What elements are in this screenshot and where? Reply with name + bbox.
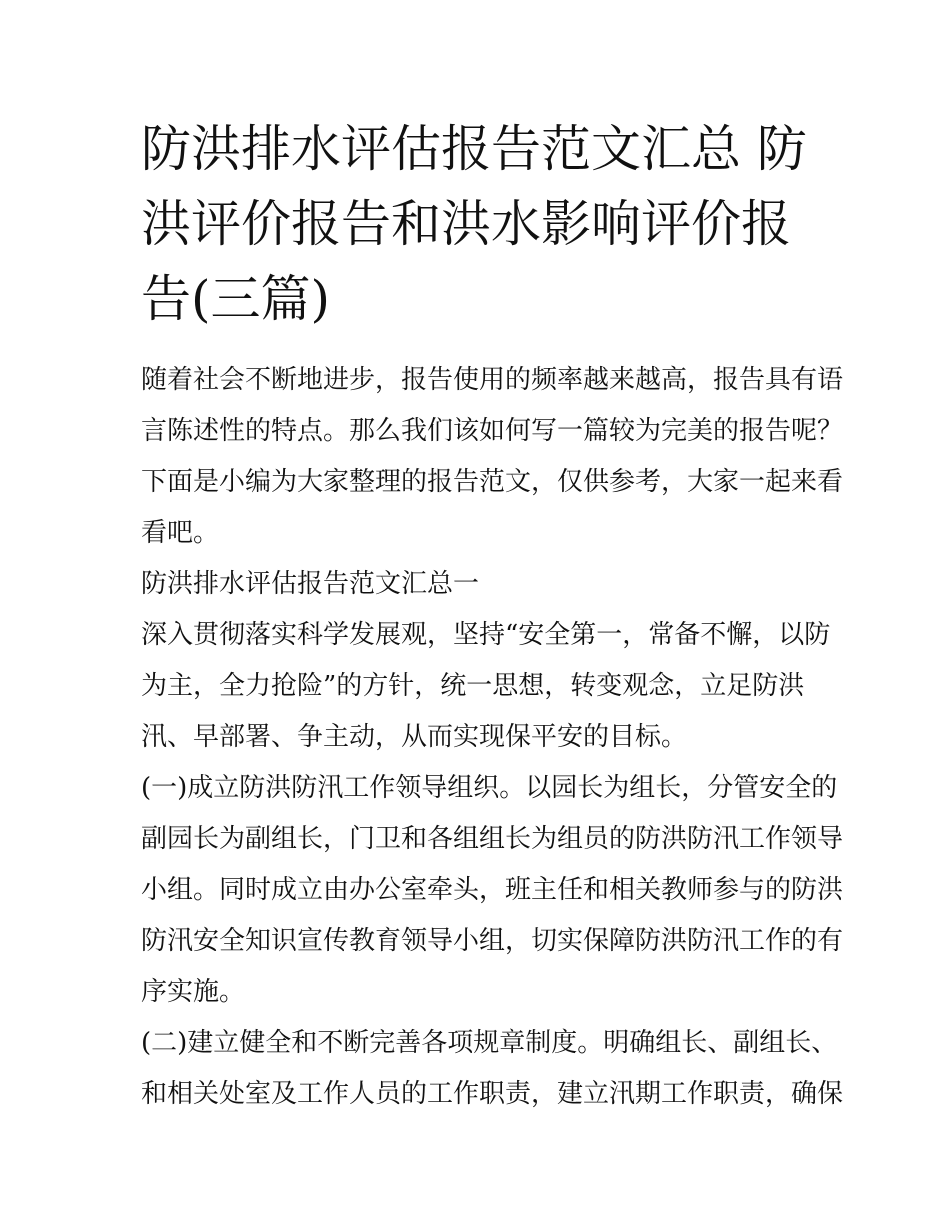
paragraph-line: 序实施。	[141, 977, 246, 1007]
paragraph-line: 汛、早部署、争主动，从而实现保平安的目标。	[141, 722, 688, 752]
title-line-3: 告(三篇)	[141, 270, 331, 328]
intro-line-4: 看吧。	[141, 518, 220, 548]
paragraph-line: 防汛安全知识宣传教育领导小组，切实保障防洪防汛工作的有	[141, 926, 844, 956]
intro-line-2: 言陈述性的特点。那么我们该如何写一篇较为完美的报告呢？	[141, 416, 844, 446]
title-line-2: 洪评价报告和洪水影响评价报	[141, 195, 791, 253]
paragraph-line: (二)建立健全和不断完善各项规章制度。明确组长、副组长、	[141, 1028, 838, 1058]
intro-line-3: 下面是小编为大家整理的报告范文，仅供参考，大家一起来看	[141, 467, 844, 497]
paragraph-line: 深入贯彻落实科学发展观，坚持“安全第一，常备不懈，以防	[141, 620, 831, 650]
paragraph-line: 和相关处室及工作人员的工作职责，建立汛期工作职责，确保	[141, 1079, 844, 1109]
section-heading: 防洪排水评估报告范文汇总一	[141, 569, 480, 599]
paragraph-line: 副园长为副组长，门卫和各组组长为组员的防洪防汛工作领导	[141, 824, 844, 854]
paragraph-line: 为主，全力抢险”的方针，统一思想，转变观念，立足防洪	[141, 671, 805, 701]
page-title	[141, 112, 821, 337]
paragraph-line: 小组。同时成立由办公室牵头，班主任和相关教师参与的防洪	[141, 875, 844, 905]
paragraph-line: (一)成立防洪防汛工作领导组织。以园长为组长，分管安全的	[141, 773, 838, 803]
title-line-1: 防洪排水评估报告范文汇总 防	[141, 120, 807, 178]
document-body	[141, 360, 844, 1125]
intro-line-1: 随着社会不断地进步，报告使用的频率越来越高，报告具有语	[141, 365, 844, 395]
